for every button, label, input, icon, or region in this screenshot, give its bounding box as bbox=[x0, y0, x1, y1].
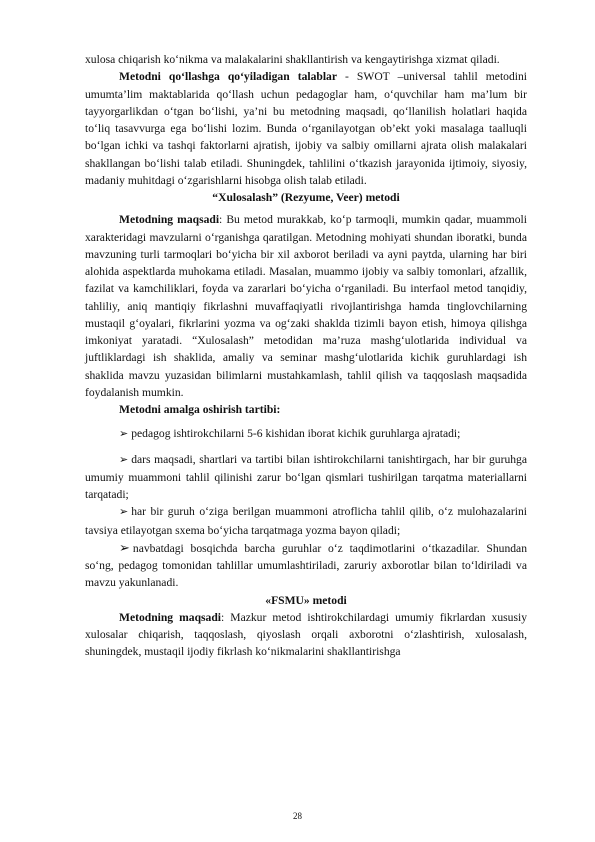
fsmu-purpose-heading: Metodning maqsadi bbox=[119, 610, 222, 624]
section-title-fsmu: «FSMU» metodi bbox=[265, 593, 347, 607]
list-item-text: har bir guruh o‘ziga berilgan muammoni atroflicha tahlil qilib, o‘z mulohazalarini tavsiya etilayotgan sxema bo‘yicha tarqatmaga yozma bayon qiladi; bbox=[85, 505, 527, 537]
arrow-right-icon: ➢ bbox=[119, 539, 130, 555]
list-item bbox=[85, 425, 527, 443]
list-item bbox=[85, 539, 527, 592]
arrow-right-icon: ➢ bbox=[119, 453, 129, 466]
purpose-heading: Metodning maqsadi bbox=[119, 213, 220, 227]
list-item-text: pedagog ishtirokchilarni 5-6 kishidan iborat kichik guruhlarga ajratadi; bbox=[131, 427, 461, 441]
requirements-heading: Metodni qo‘llashga qo‘yiladigan talablar bbox=[119, 70, 337, 84]
paragraph-purpose bbox=[85, 211, 527, 401]
paragraph-requirements bbox=[85, 68, 527, 189]
paragraph-intro: xulosa chiqarish ko‘nikma va malakalarini shakllantirish va kengaytirishga xizmat qiladi. bbox=[85, 53, 500, 66]
procedure-heading: Metodni amalga oshirish tartibi: bbox=[119, 403, 281, 416]
arrow-right-icon: ➢ bbox=[119, 428, 129, 441]
purpose-text: : Bu metod murakkab, ko‘p tarmoqli, mumkin qadar, muammoli xarakteridagi mavzularni o‘rganishga qaratilgan. Metodning mohiyati shundan iboratki, bunda mavzuning turli tarmoqlari bo‘yicha bir xil axborot beriladi va ayni paytda, ularning har biri alohida aspektlarda muhokama etiladi. Masalan, muammo ijobiy va salbiy tomonlari, afzallik, fazilat va kamchiliklari, foyda va zararlari bo‘yicha o‘rganiladi. Bu interfaol metod tanqidiy, tahliliy, aniq mantiqiy fikrlashni muvaffaqiyatli rivojlantirishga hamda tinglovchilarning mustaqil g‘oyalari, fikrlarini yozma va og‘zaki shaklda tizimli bayon etish, himoya qilishga imkoniyat yaratadi. “Xulosalash” metodidan ma’ruza mashg‘ulotlarida individual va juftliklardagi ish shaklida, amaliy va seminar mashg‘ulotlarida kichik guruhlardagi ish shaklida mavzu yuzasidan bilimlarni mustahkamlash, tahlil qilish va taqqoslash maqsadida foydalanish mumkin. bbox=[85, 213, 527, 399]
list-item-text: dars maqsadi, shartlari va tartibi bilan ishtirokchilarni tanishtirgach, har bir guruhga umumiy muammoni tahlil qilinishi zarur bo‘lgan qismlari tushirilgan tarqatma materiallarni tarqatadi; bbox=[85, 452, 527, 501]
fsmu-purpose-text: : Mazkur metod ishtirokchilardagi umumiy fikrlardan xususiy xulosalar chiqarish, taqqoslash, qiyoslash orqali axborotni o‘zlashtirish, xulosalash, shuningdek, mustaqil ijodiy fikrlash ko‘nikmalarini shakllantirishga bbox=[85, 610, 527, 659]
requirements-text: - SWOT –universal tahlil metodini umumta’lim maktablarida qo‘llash uchun pedagoglar ham, o‘quvchilar ham ma’lum bir tayyorgarlikdan o‘tgan bo‘lishi, ya’ni bu metodning maqsadi, qo‘llanilish holatlari haqida to‘liq tasavvurga ega bo‘lishi lozim. Bunda o‘rganilayotgan ob’ekt yoki masalaga taalluqli bo‘lgan ichki va tashqi faktorlarni ajratish, ijobiy va salbiy omillarni ajrata olish malakalari shakllangan bo‘lishi talab etiladi. Shuningdek, tahlilini o‘tkazish jarayonida ijtimoiy, siyosiy, madaniy muhitdagi o‘zgarishlarni hisobga olish talab etiladi. bbox=[85, 70, 527, 187]
section-title-xulosalash: “Xulosalash” (Rezyume, Veer) metodi bbox=[212, 191, 400, 204]
page-number: 28 bbox=[293, 811, 302, 821]
page-body bbox=[85, 51, 527, 661]
list-item bbox=[85, 451, 527, 504]
list-item-text: navbatdagi bosqichda barcha guruhlar o‘z taqdimotlarini o‘tkazadilar. Shundan so‘ng, pedagog tomonidan tahlillar umumlashtiriladi, zaruriy axborotlar bilan to‘ldiriladi va mavzu yakunlanadi. bbox=[85, 541, 527, 590]
list-item bbox=[85, 503, 527, 539]
arrow-right-icon: ➢ bbox=[119, 506, 129, 519]
paragraph-fsmu-purpose bbox=[85, 609, 527, 661]
